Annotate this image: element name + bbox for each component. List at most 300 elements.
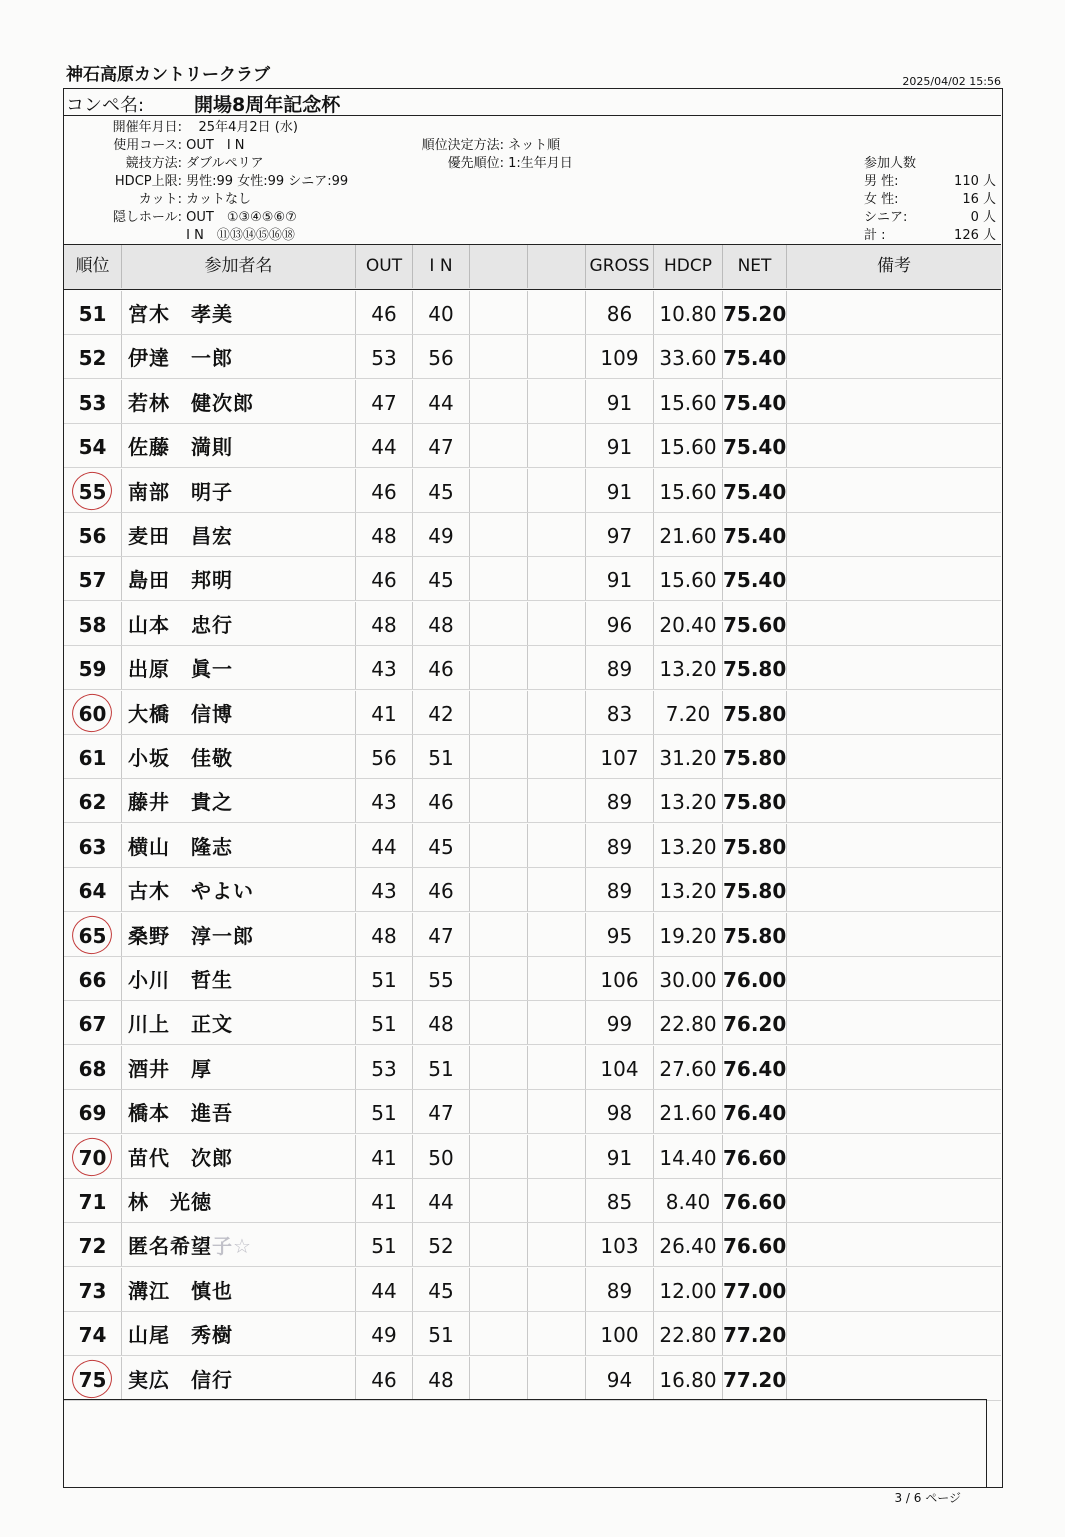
cell-rank: 61	[64, 735, 122, 778]
cell-net: 77.20	[723, 1312, 787, 1355]
cell-hdcp: 22.80	[654, 1312, 723, 1355]
cell-rank: 62	[64, 779, 122, 822]
cell-in: 40	[413, 291, 470, 334]
cell-remarks	[787, 1223, 987, 1266]
table-row	[64, 779, 1001, 823]
cell-blank	[470, 1268, 528, 1311]
cell-net: 76.60	[723, 1135, 787, 1178]
cell-net: 76.40	[723, 1046, 787, 1089]
cell-gross: 104	[586, 1046, 654, 1089]
cell-blank	[528, 1001, 586, 1044]
cell-remarks	[787, 291, 987, 334]
cell-name: 佐藤 満則	[122, 424, 356, 467]
cell-out: 43	[356, 779, 413, 822]
cell-out: 51	[356, 1223, 413, 1266]
cell-rank: 63	[64, 824, 122, 867]
cell-in: 56	[413, 335, 470, 378]
cell-remarks	[787, 1135, 987, 1178]
cell-blank	[528, 424, 586, 467]
cell-gross: 91	[586, 380, 654, 423]
cell-blank	[470, 1357, 528, 1400]
cell-hdcp: 14.40	[654, 1135, 723, 1178]
cell-net: 77.20	[723, 1357, 787, 1400]
cell-gross: 89	[586, 868, 654, 911]
cell-hdcp: 13.20	[654, 779, 723, 822]
header-rank: 順位	[64, 245, 122, 288]
cell-blank	[528, 557, 586, 600]
cell-out: 47	[356, 380, 413, 423]
cell-hdcp: 16.80	[654, 1357, 723, 1400]
cell-net: 76.60	[723, 1223, 787, 1266]
cell-rank: 53	[64, 380, 122, 423]
cell-gross: 91	[586, 424, 654, 467]
course-value: OUT I N	[186, 138, 245, 153]
cell-in: 51	[413, 1312, 470, 1355]
cell-remarks	[787, 1312, 987, 1355]
cell-out: 44	[356, 424, 413, 467]
cell-rank: 75	[64, 1357, 122, 1400]
cell-rank: 57	[64, 557, 122, 600]
cell-hdcp: 10.80	[654, 291, 723, 334]
cell-gross: 100	[586, 1312, 654, 1355]
cell-name: 小川 哲生	[122, 957, 356, 1000]
cell-net: 75.40	[723, 513, 787, 556]
table-row	[64, 1268, 1001, 1312]
cell-name: 藤井 貴之	[122, 779, 356, 822]
cell-out: 51	[356, 1001, 413, 1044]
cell-in: 48	[413, 1357, 470, 1400]
cell-rank: 66	[64, 957, 122, 1000]
cell-blank	[470, 424, 528, 467]
event-info: 開催年月日: 25年4月2日 (水) 使用コース: OUT I N 競技方法: ダブルペリア HDCP上限: 男性:99 女性:99 シニア:99 カット: カットなし 隠しホール: OUT ①③④⑤⑥⑦ I N ⑪⑬⑭⑮⑯⑱	[112, 120, 349, 243]
printed-timestamp: 2025/04/02 15:56	[902, 75, 1001, 88]
cell-gross: 106	[586, 957, 654, 1000]
table-row	[64, 913, 1001, 957]
cell-net: 75.80	[723, 868, 787, 911]
cell-net: 75.60	[723, 602, 787, 645]
cell-blank	[470, 691, 528, 734]
cell-name: 古木 やよい	[122, 868, 356, 911]
cell-name: 川上 正文	[122, 1001, 356, 1044]
cell-remarks	[787, 646, 987, 689]
cell-in: 51	[413, 1046, 470, 1089]
cell-remarks	[787, 335, 987, 378]
cell-in: 45	[413, 557, 470, 600]
hidden-holes-out: OUT ①③④⑤⑥⑦	[186, 210, 297, 225]
cell-net: 75.40	[723, 424, 787, 467]
cell-rank: 56	[64, 513, 122, 556]
cell-name-faded: 子☆	[212, 1234, 252, 1259]
cell-remarks	[787, 957, 987, 1000]
cell-blank	[470, 868, 528, 911]
cell-blank	[528, 380, 586, 423]
cell-net: 75.80	[723, 646, 787, 689]
cell-blank	[528, 1312, 586, 1355]
cell-out: 41	[356, 1135, 413, 1178]
cell-blank	[528, 913, 586, 956]
cell-remarks	[787, 1046, 987, 1089]
cell-gross: 85	[586, 1179, 654, 1222]
cell-remarks	[787, 380, 987, 423]
cell-hdcp: 15.60	[654, 557, 723, 600]
cell-name: 若林 健次郎	[122, 380, 356, 423]
cell-blank	[470, 513, 528, 556]
cell-remarks	[787, 1090, 987, 1133]
cell-gross: 94	[586, 1357, 654, 1400]
cell-blank	[528, 824, 586, 867]
cell-blank	[528, 513, 586, 556]
cell-blank	[470, 1001, 528, 1044]
cell-out: 48	[356, 602, 413, 645]
cell-hdcp: 19.20	[654, 913, 723, 956]
cell-blank	[528, 1179, 586, 1222]
cell-in: 44	[413, 1179, 470, 1222]
cell-remarks	[787, 824, 987, 867]
cell-blank	[528, 602, 586, 645]
cell-name: 桑野 淳一郎	[122, 913, 356, 956]
cell-hdcp: 15.60	[654, 424, 723, 467]
cell-out: 46	[356, 469, 413, 512]
cell-net: 75.40	[723, 380, 787, 423]
table-row	[64, 1090, 1001, 1134]
cell-blank	[528, 335, 586, 378]
cell-out: 48	[356, 513, 413, 556]
cell-hdcp: 27.60	[654, 1046, 723, 1089]
cell-name: 南部 明子	[122, 469, 356, 512]
cell-in: 45	[413, 824, 470, 867]
cell-in: 51	[413, 735, 470, 778]
cell-in: 49	[413, 513, 470, 556]
table-row	[64, 1135, 1001, 1179]
cell-out: 41	[356, 691, 413, 734]
cell-rank: 60	[64, 691, 122, 734]
cell-blank	[528, 735, 586, 778]
page-number: 3 / 6 ページ	[894, 1491, 961, 1505]
cell-gross: 89	[586, 1268, 654, 1311]
hdcp-limit-value: 男性:99 女性:99 シニア:99	[186, 174, 349, 189]
cell-remarks	[787, 691, 987, 734]
cell-rank: 70	[64, 1135, 122, 1178]
cell-hdcp: 15.60	[654, 380, 723, 423]
cell-blank	[470, 824, 528, 867]
cell-hdcp: 13.20	[654, 646, 723, 689]
cell-out: 46	[356, 1357, 413, 1400]
cell-remarks	[787, 868, 987, 911]
competition-label: コンペ名:	[66, 95, 145, 116]
results-frame	[63, 88, 1003, 1488]
cell-name: 横山 隆志	[122, 824, 356, 867]
cell-out: 53	[356, 335, 413, 378]
cell-net: 76.60	[723, 1179, 787, 1222]
cell-remarks	[787, 1179, 987, 1222]
cell-gross: 98	[586, 1090, 654, 1133]
cell-gross: 107	[586, 735, 654, 778]
cell-name: 実広 信行	[122, 1357, 356, 1400]
cell-rank: 54	[64, 424, 122, 467]
cell-net: 75.80	[723, 691, 787, 734]
cell-blank	[470, 1135, 528, 1178]
cell-in: 42	[413, 691, 470, 734]
cell-out: 49	[356, 1312, 413, 1355]
cell-gross: 86	[586, 291, 654, 334]
cell-rank: 65	[64, 913, 122, 956]
cell-out: 43	[356, 646, 413, 689]
cell-gross: 89	[586, 824, 654, 867]
cell-out: 44	[356, 824, 413, 867]
cell-rank: 51	[64, 291, 122, 334]
cell-hdcp: 30.00	[654, 957, 723, 1000]
cell-gross: 95	[586, 913, 654, 956]
cell-in: 48	[413, 602, 470, 645]
ranking-info: 順位決定方法: ネット順 優先順位: 1:生年月日	[421, 138, 573, 171]
senior-count: 0 人	[970, 210, 996, 225]
cell-hdcp: 12.00	[654, 1268, 723, 1311]
header-out: OUT	[356, 245, 413, 288]
cell-blank	[528, 291, 586, 334]
cell-net: 75.40	[723, 335, 787, 378]
cell-name: 溝江 慎也	[122, 1268, 356, 1311]
cell-out: 43	[356, 868, 413, 911]
cell-blank	[528, 1268, 586, 1311]
cell-blank	[470, 957, 528, 1000]
table-row	[64, 557, 1001, 601]
cell-blank	[470, 291, 528, 334]
cell-rank: 59	[64, 646, 122, 689]
table-row	[64, 957, 1001, 1001]
cell-net: 75.80	[723, 779, 787, 822]
cell-blank	[470, 602, 528, 645]
table-header	[64, 244, 1001, 290]
table-row	[64, 868, 1001, 912]
table-row	[64, 646, 1001, 690]
cell-net: 75.40	[723, 557, 787, 600]
rank-method-value: ネット順	[508, 138, 561, 153]
cell-rank: 68	[64, 1046, 122, 1089]
cell-gross: 99	[586, 1001, 654, 1044]
cell-hdcp: 15.60	[654, 469, 723, 512]
cell-rank: 67	[64, 1001, 122, 1044]
competition-row	[64, 89, 1001, 116]
cell-name: 大橋 信博	[122, 691, 356, 734]
cell-name: 出原 眞一	[122, 646, 356, 689]
cell-in: 47	[413, 1090, 470, 1133]
cell-out: 53	[356, 1046, 413, 1089]
cell-gross: 89	[586, 779, 654, 822]
cell-out: 41	[356, 1179, 413, 1222]
cell-blank	[528, 1223, 586, 1266]
cell-name: 酒井 厚	[122, 1046, 356, 1089]
table-row	[64, 735, 1001, 779]
cell-net: 76.40	[723, 1090, 787, 1133]
cell-rank: 64	[64, 868, 122, 911]
cell-remarks	[787, 1001, 987, 1044]
cell-blank	[470, 1046, 528, 1089]
cell-hdcp: 7.20	[654, 691, 723, 734]
cell-blank	[470, 557, 528, 600]
cell-in: 45	[413, 469, 470, 512]
cell-blank	[528, 779, 586, 822]
method-value: ダブルペリア	[186, 156, 264, 171]
cell-gross: 103	[586, 1223, 654, 1266]
cell-remarks	[787, 779, 987, 822]
cell-remarks	[787, 1357, 987, 1400]
cell-name	[122, 1223, 356, 1266]
cell-hdcp: 31.20	[654, 735, 723, 778]
cell-gross: 83	[586, 691, 654, 734]
table-row	[64, 1312, 1001, 1356]
cell-remarks	[787, 735, 987, 778]
cell-hdcp: 33.60	[654, 335, 723, 378]
cell-gross: 91	[586, 557, 654, 600]
cell-in: 47	[413, 913, 470, 956]
cell-out: 56	[356, 735, 413, 778]
table-row	[64, 424, 1001, 468]
cell-net: 75.20	[723, 291, 787, 334]
cell-gross: 91	[586, 469, 654, 512]
cell-hdcp: 20.40	[654, 602, 723, 645]
priority-value: 1:生年月日	[508, 156, 573, 171]
club-name: 神石高原カントリークラブ	[66, 65, 270, 85]
cell-name: 麦田 昌宏	[122, 513, 356, 556]
cell-blank	[528, 1135, 586, 1178]
cell-blank	[528, 469, 586, 512]
cell-out: 46	[356, 557, 413, 600]
cell-hdcp: 13.20	[654, 868, 723, 911]
table-row	[64, 1179, 1001, 1223]
cell-blank	[528, 868, 586, 911]
cell-in: 44	[413, 380, 470, 423]
table-row	[64, 691, 1001, 735]
total-count: 126 人	[954, 228, 996, 243]
cell-in: 46	[413, 868, 470, 911]
cell-out: 46	[356, 291, 413, 334]
cell-in: 48	[413, 1001, 470, 1044]
header-blank-2	[528, 245, 586, 288]
cell-in: 52	[413, 1223, 470, 1266]
cell-blank	[528, 1046, 586, 1089]
cell-net: 76.20	[723, 1001, 787, 1044]
cell-name: 山本 忠行	[122, 602, 356, 645]
cell-remarks	[787, 1268, 987, 1311]
table-row	[64, 824, 1001, 868]
cell-name: 小坂 佳敬	[122, 735, 356, 778]
cell-blank	[470, 380, 528, 423]
cell-blank	[528, 957, 586, 1000]
cell-blank	[470, 913, 528, 956]
cell-hdcp: 13.20	[654, 824, 723, 867]
cell-gross: 97	[586, 513, 654, 556]
cell-rank: 58	[64, 602, 122, 645]
male-count: 110 人	[954, 174, 996, 189]
cell-blank	[470, 1312, 528, 1355]
table-row	[64, 1223, 1001, 1267]
cell-hdcp: 26.40	[654, 1223, 723, 1266]
cell-blank	[470, 1179, 528, 1222]
cell-net: 75.40	[723, 469, 787, 512]
cell-name: 苗代 次郎	[122, 1135, 356, 1178]
cell-remarks	[787, 513, 987, 556]
header-gross: GROSS	[586, 245, 654, 288]
cell-remarks	[787, 424, 987, 467]
cell-name: 島田 邦明	[122, 557, 356, 600]
cell-rank: 52	[64, 335, 122, 378]
cell-blank	[470, 1223, 528, 1266]
table-row	[64, 380, 1001, 424]
cell-in: 50	[413, 1135, 470, 1178]
cell-net: 75.80	[723, 913, 787, 956]
cell-gross: 109	[586, 335, 654, 378]
cell-name: 林 光徳	[122, 1179, 356, 1222]
cell-net: 75.80	[723, 735, 787, 778]
cell-out: 44	[356, 1268, 413, 1311]
cell-remarks	[787, 913, 987, 956]
hidden-holes-in: I N ⑪⑬⑭⑮⑯⑱	[186, 228, 295, 243]
participants-title: 参加人数	[864, 156, 917, 171]
table-row	[64, 469, 1001, 513]
table-row	[64, 1001, 1001, 1045]
cell-remarks	[787, 469, 987, 512]
cell-rank: 69	[64, 1090, 122, 1133]
table-row	[64, 291, 1001, 335]
cell-in: 46	[413, 646, 470, 689]
cell-net: 75.80	[723, 824, 787, 867]
cell-blank	[528, 646, 586, 689]
cut-value: カットなし	[186, 192, 252, 207]
cell-blank	[470, 1090, 528, 1133]
cell-rank: 72	[64, 1223, 122, 1266]
cell-blank	[528, 691, 586, 734]
cell-rank: 74	[64, 1312, 122, 1355]
cell-blank	[528, 1090, 586, 1133]
cell-remarks	[787, 602, 987, 645]
cell-name: 橋本 進吾	[122, 1090, 356, 1133]
cell-net: 76.00	[723, 957, 787, 1000]
cell-name: 伊達 一郎	[122, 335, 356, 378]
cell-name: 宮木 孝美	[122, 291, 356, 334]
cell-blank	[470, 779, 528, 822]
cell-gross: 96	[586, 602, 654, 645]
table-row	[64, 602, 1001, 646]
cell-blank	[470, 469, 528, 512]
table-row	[64, 1357, 1001, 1401]
cell-net: 77.00	[723, 1268, 787, 1311]
female-count: 16 人	[962, 192, 996, 207]
table-row	[64, 335, 1001, 379]
event-date: 25年4月2日 (水)	[198, 120, 298, 135]
cell-out: 51	[356, 1090, 413, 1133]
empty-footer-area	[64, 1399, 987, 1487]
cell-rank: 71	[64, 1179, 122, 1222]
header-blank-1	[470, 245, 528, 288]
cell-gross: 91	[586, 1135, 654, 1178]
participant-counts: 参加人数 男 性: 110 人 女 性: 16 人 シニア: 0 人 計 : 126 人	[864, 155, 1002, 245]
cell-in: 47	[413, 424, 470, 467]
cell-name: 山尾 秀樹	[122, 1312, 356, 1355]
header-hdcp: HDCP	[654, 245, 723, 288]
cell-hdcp: 21.60	[654, 513, 723, 556]
cell-out: 51	[356, 957, 413, 1000]
cell-hdcp: 8.40	[654, 1179, 723, 1222]
cell-blank	[470, 735, 528, 778]
table-row	[64, 513, 1001, 557]
cell-hdcp: 22.80	[654, 1001, 723, 1044]
cell-blank	[528, 1357, 586, 1400]
cell-blank	[470, 335, 528, 378]
cell-hdcp: 21.60	[654, 1090, 723, 1133]
header-name: 参加者名	[122, 245, 356, 288]
competition-name: 開場8周年記念杯	[194, 94, 341, 116]
cell-in: 46	[413, 779, 470, 822]
